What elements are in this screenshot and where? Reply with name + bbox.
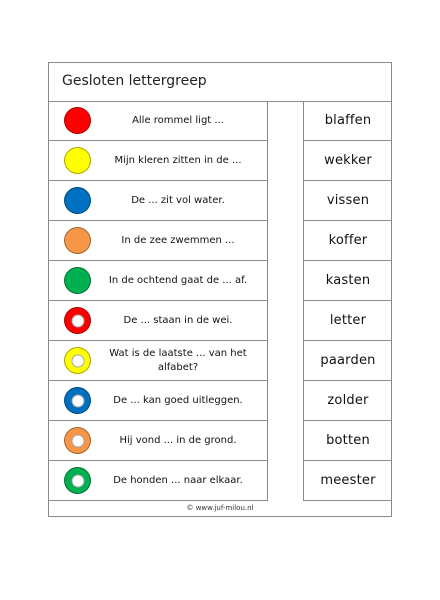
- word-row: [303, 221, 392, 261]
- sentence-text: Alle rommel ligt ...: [132, 114, 224, 126]
- word-column: [303, 101, 392, 501]
- word-text: wekker: [324, 153, 372, 168]
- ring-dot-icon: [64, 307, 91, 334]
- sentence-column: [48, 101, 268, 501]
- ring-dot-icon: [64, 467, 91, 494]
- word-text: koffer: [328, 233, 368, 248]
- word-row: [303, 101, 392, 141]
- sentence-row: [48, 101, 268, 141]
- word-row: [303, 341, 392, 381]
- sentence-text: De ... staan in de wei.: [123, 314, 233, 326]
- color-dot-icon: [64, 227, 91, 254]
- word-text: kasten: [325, 273, 371, 288]
- ring-dot-icon: [64, 347, 91, 374]
- sentence-text: De honden ... naar elkaar.: [113, 474, 243, 486]
- word-row: [303, 421, 392, 461]
- sentence-text: Hij vond ... in de grond.: [119, 434, 237, 446]
- color-dot-icon: [64, 147, 91, 174]
- word-text: botten: [326, 433, 370, 448]
- sentence-row: [48, 341, 268, 381]
- word-row: [303, 181, 392, 221]
- footer-credit: © www.juf-milou.nl: [186, 504, 254, 512]
- sentence-row: [48, 381, 268, 421]
- word-text: meester: [320, 473, 376, 488]
- sentence-text: De ... zit vol water.: [131, 194, 225, 206]
- word-text: letter: [329, 313, 367, 328]
- sentence-row: [48, 421, 268, 461]
- word-row: [303, 261, 392, 301]
- ring-dot-icon: [64, 387, 91, 414]
- word-row: [303, 141, 392, 181]
- sentence-row: [48, 221, 268, 261]
- sentence-row: [48, 181, 268, 221]
- word-row: [303, 301, 392, 341]
- sentence-row: [48, 301, 268, 341]
- ring-dot-icon: [64, 427, 91, 454]
- sentence-text: In de ochtend gaat de ... af.: [108, 274, 248, 286]
- word-row: [303, 461, 392, 501]
- sentence-text: Mijn kleren zitten in de ...: [114, 154, 242, 166]
- color-dot-icon: [64, 187, 91, 214]
- sentence-row: [48, 261, 268, 301]
- sentence-text: In de zee zwemmen ...: [121, 234, 235, 246]
- word-text: zolder: [327, 393, 369, 408]
- word-row: [303, 381, 392, 421]
- color-dot-icon: [64, 107, 91, 134]
- sentence-text: Wat is de laatste ... van het alfabet?: [109, 347, 247, 373]
- sentence-row: [48, 461, 268, 501]
- sentence-text: De ... kan goed uitleggen.: [113, 394, 243, 406]
- word-text: vissen: [326, 193, 370, 208]
- sentence-row: [48, 141, 268, 181]
- color-dot-icon: [64, 267, 91, 294]
- word-text: paarden: [320, 353, 376, 368]
- page-title: Gesloten lettergreep: [62, 73, 207, 89]
- word-text: blaffen: [324, 113, 372, 128]
